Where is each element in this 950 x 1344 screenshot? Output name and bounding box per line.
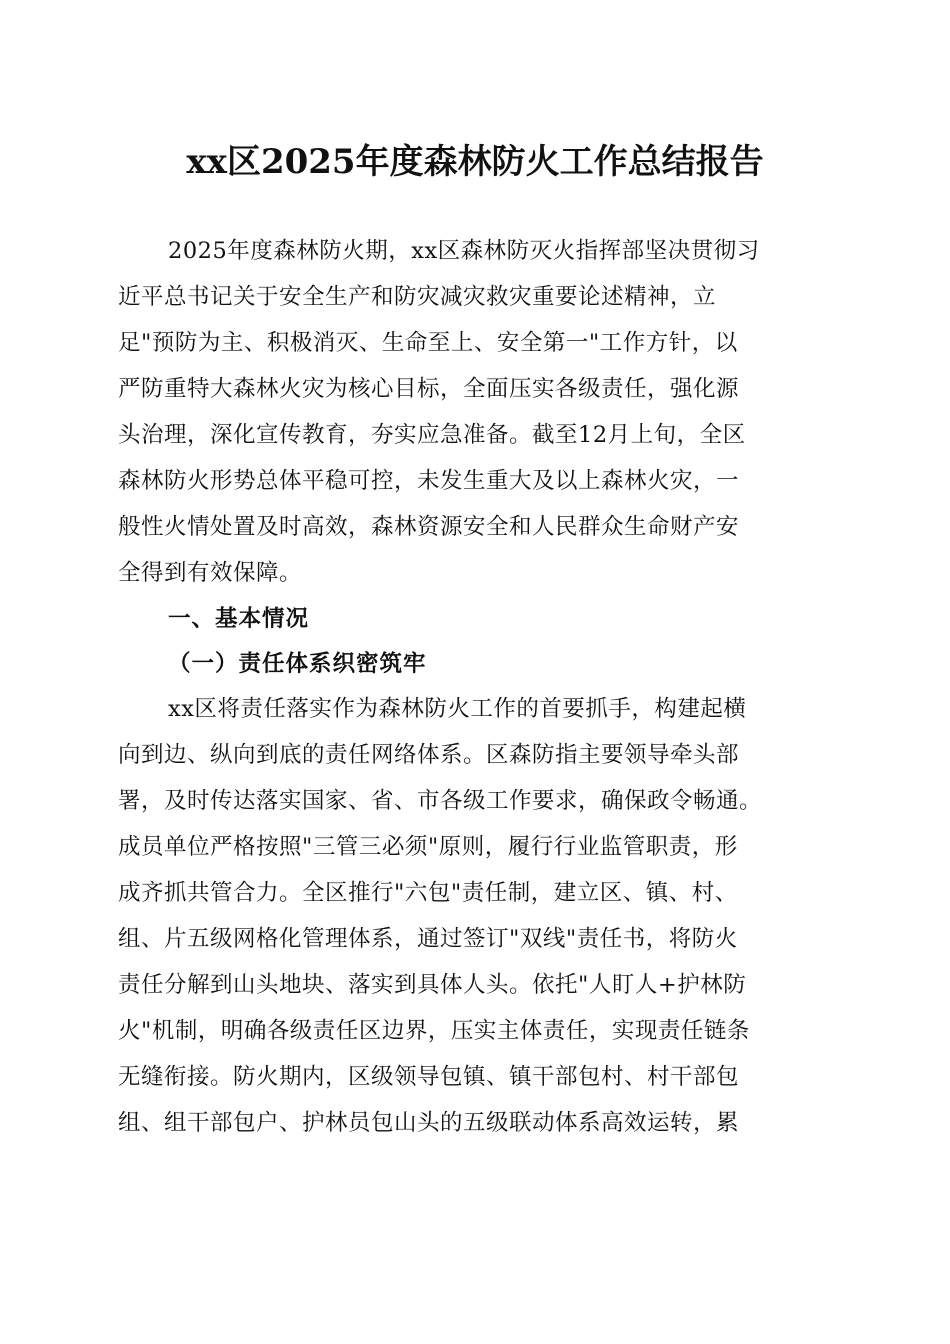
text-line: 足"预防为主、积极消灭、生命至上、安全第一"工作方针，以 [118,330,738,356]
text-line: 向到边、纵向到底的责任网络体系。区森防指主要领导牵头部 [118,742,740,768]
document-title: xx区2025年度森林防火工作总结报告 [186,142,764,182]
text-line: 头治理，深化宣传教育，夯实应急准备。截至12月上旬，全区 [118,422,746,448]
text-line: xx区将责任落实作为森林防火工作的首要抓手，构建起横 [168,696,747,722]
intro-paragraph [118,228,832,596]
section-heading: 一、基本情况 [168,606,310,632]
text-line: 署，及时传达落实国家、省、市各级工作要求，确保政令畅通。 [118,788,763,814]
text-line: 成齐抓共管合力。全区推行"六包"责任制，建立区、镇、村、 [118,880,738,906]
text-line: 森林防火形势总体平稳可控，未发生重大及以上森林火灾，一 [118,468,740,494]
text-line: 成员单位严格按照"三管三必须"原则，履行行业监管职责，形 [118,834,738,860]
text-line: 近平总书记关于安全生产和防灾减灾救灾重要论述精神，立 [118,284,717,310]
text-line: 组、组干部包户、护林员包山头的五级联动体系高效运转，累 [118,1110,740,1136]
text-line: 2025年度森林防火期，xx区森林防灭火指挥部坚决贯彻习 [168,238,760,264]
subsection-paragraph [118,686,832,1146]
text-line: 责任分解到山头地块、落实到具体人头。依托"人盯人+护林防 [118,972,747,998]
document-body [118,228,832,1146]
text-line: 严防重特大森林火灾为核心目标，全面压实各级责任，强化源 [118,376,740,402]
subsection-heading: （一）责任体系织密筑牢 [168,651,427,677]
text-line: 火"机制，明确各级责任区边界，压实主体责任，实现责任链条 [118,1018,750,1044]
text-line: 全得到有效保障。 [118,560,303,586]
text-line: 般性火情处置及时高效，森林资源安全和人民群众生命财产安 [118,514,740,540]
text-line: 组、片五级网格化管理体系，通过签订"双线"责任书，将防火 [118,926,738,952]
text-line: 无缝衔接。防火期内，区级领导包镇、镇干部包村、村干部包 [118,1064,740,1090]
